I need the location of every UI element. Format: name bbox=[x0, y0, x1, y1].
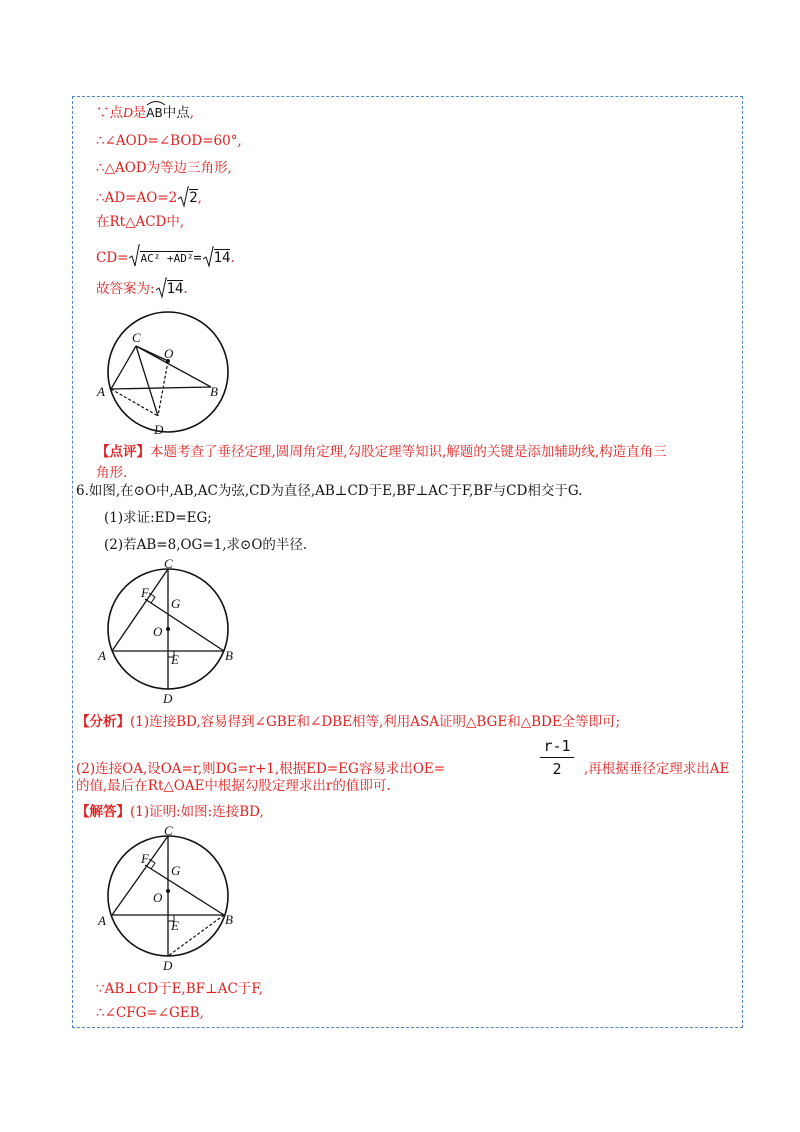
sqrt-ac-ad: AC² +AD² bbox=[128, 244, 193, 268]
problem-6-q1: (1)求证:ED=EG; bbox=[104, 510, 212, 526]
sqrt-14-a: 14 bbox=[202, 246, 231, 268]
analysis-line-3: 的值,最后在Rt△OAE中根据勾股定理求出r的值即可. bbox=[76, 778, 391, 794]
label-d: D bbox=[163, 958, 173, 973]
solution-line-6: CD= AC² +AD²= 14. bbox=[96, 244, 235, 268]
solution-line-3: ∴△AOD为等边三角形, bbox=[96, 160, 232, 176]
analysis-line-1: 【分析】(1)连接BD,容易得到∠GBE和∠DBE相等,利用ASA证明△BGE和△BDE全等即可; bbox=[76, 714, 621, 730]
label-a: A bbox=[98, 913, 106, 928]
proof-line-2: ∴∠CFG=∠GEB, bbox=[96, 1005, 204, 1021]
label-a: A bbox=[97, 384, 105, 399]
label-g: G bbox=[171, 596, 181, 611]
label-c: C bbox=[164, 823, 173, 838]
label-e: E bbox=[171, 918, 179, 933]
label-b: B bbox=[225, 912, 233, 927]
sqrt-14-b: 14 bbox=[155, 277, 184, 299]
answer-line-1: 【解答】(1)证明:如图:连接BD, bbox=[76, 804, 264, 820]
label-e: E bbox=[171, 652, 179, 667]
label-c: C bbox=[132, 330, 141, 345]
figure-circle-acd bbox=[92, 310, 242, 438]
label-f: F bbox=[141, 851, 149, 866]
solution-line-1: ∵点D是AB 中点, bbox=[96, 104, 194, 122]
figure-circle-bf-ac bbox=[92, 556, 252, 706]
fraction-r-minus-1-over-2: r-1 2 bbox=[540, 735, 574, 780]
label-b: B bbox=[210, 384, 218, 399]
solution-line-7: 故答案为: 14. bbox=[96, 277, 188, 299]
comment-line-2: 角形. bbox=[96, 465, 128, 481]
label-o: O bbox=[164, 346, 174, 361]
solution-line-5: 在Rt△ACD中, bbox=[96, 214, 185, 230]
label-o: O bbox=[153, 890, 163, 905]
label-f: F bbox=[141, 585, 149, 600]
analysis-line-2: (2)连接OA,设OA=r,则DG=r+1,根据ED=EG容易求出OE= bbox=[76, 761, 446, 777]
solution-line-4: ∴AD=AO=2 2, bbox=[96, 186, 202, 208]
label-d: D bbox=[154, 422, 164, 437]
label-c: C bbox=[164, 556, 173, 571]
problem-6-statement: 6.如图,在⊙O中,AB,AC为弦,CD为直径,AB⊥CD于E,BF⊥AC于F,BF与CD相交于G. bbox=[76, 483, 583, 499]
arc-ab: AB bbox=[146, 104, 162, 122]
proof-line-1: ∵AB⊥CD于E,BF⊥AC于F, bbox=[96, 981, 263, 997]
comment-line-1: 【点评】本题考查了垂径定理,圆周角定理,勾股定理等知识,解题的关键是添加辅助线,构造直角三 bbox=[96, 444, 667, 460]
problem-6-q2: (2)若AB=8,OG=1,求⊙O的半径. bbox=[104, 537, 308, 553]
label-b: B bbox=[225, 648, 233, 663]
solution-line-2: ∴∠AOD=∠BOD=60°, bbox=[96, 133, 242, 149]
label-d: D bbox=[163, 691, 173, 706]
label-a: A bbox=[98, 648, 106, 663]
label-g: G bbox=[171, 863, 181, 878]
analysis-line-2-tail: ,再根据垂径定理求出AE bbox=[584, 761, 730, 777]
sqrt-2: 2 bbox=[177, 186, 197, 208]
label-o: O bbox=[153, 624, 163, 639]
figure-circle-bd bbox=[92, 823, 252, 973]
